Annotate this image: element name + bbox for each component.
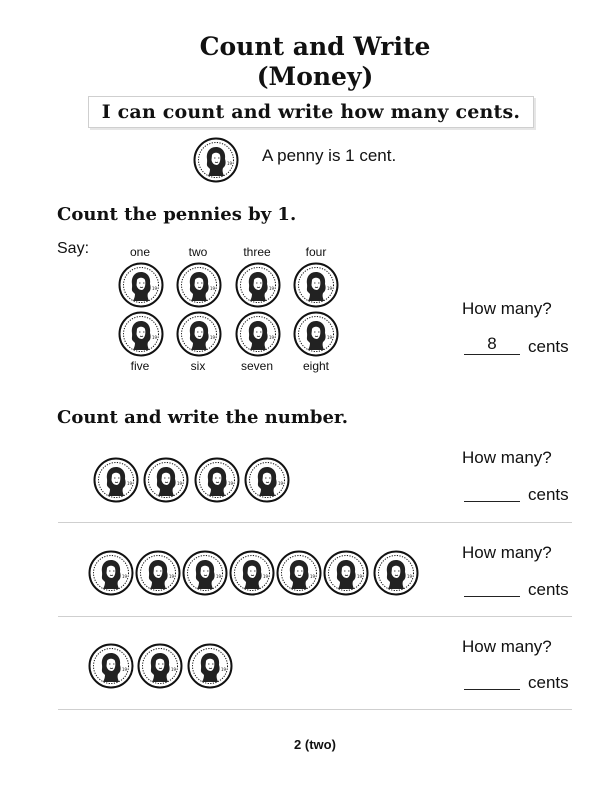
cents-label: cents [528,337,569,356]
penny-icon [235,311,281,357]
cents-label: cents [528,485,569,504]
penny-icon [176,311,222,357]
count-word: two [188,245,208,259]
penny-icon [244,457,290,503]
how-many-question: How many? [462,637,552,656]
penny-icon [143,457,189,503]
penny-icon [235,262,281,308]
how-many-question: How many? [462,299,552,318]
penny-icon [93,457,139,503]
penny-icon [193,137,239,183]
how-many-question: How many? [462,543,552,562]
penny-icon [187,643,233,689]
answer-value: 8 [487,334,497,353]
penny-icon [118,262,164,308]
answer-line[interactable] [464,501,520,502]
cents-label: cents [528,673,569,692]
how-many-question: How many? [462,448,552,467]
say-label: Say: [57,240,90,257]
count-word: seven [240,359,274,373]
penny-icon [229,550,275,596]
penny-icon [194,457,240,503]
page-number: 2 (two) [294,737,336,752]
penny-icon [135,550,181,596]
penny-icon [293,311,339,357]
section2-heading: Count and write the number. [57,407,349,428]
answer-line[interactable] [464,689,520,690]
penny-icon [176,262,222,308]
cents-label: cents [528,580,569,599]
penny-icon [88,550,134,596]
count-word: eight [302,359,330,373]
penny-icon [118,311,164,357]
divider [58,522,572,523]
answer-line[interactable] [464,596,520,597]
penny-icon [373,550,419,596]
learning-objective: I can count and write how many cents. [88,96,534,128]
count-word: one [129,245,151,259]
penny-icon [182,550,228,596]
penny-icon [88,643,134,689]
count-word: three [243,245,271,259]
penny-icon [323,550,369,596]
penny-icon [137,643,183,689]
penny-icon [276,550,322,596]
divider [58,616,572,617]
penny-definition: A penny is 1 cent. [262,146,397,165]
page-subtitle: (Money) [256,62,374,91]
count-word: four [305,245,327,259]
page-title: Count and Write [199,32,431,61]
count-word: six [190,359,206,373]
divider [58,709,572,710]
answer-line [464,354,520,355]
penny-icon [293,262,339,308]
section1-heading: Count the pennies by 1. [57,204,297,225]
count-word: five [130,359,150,373]
